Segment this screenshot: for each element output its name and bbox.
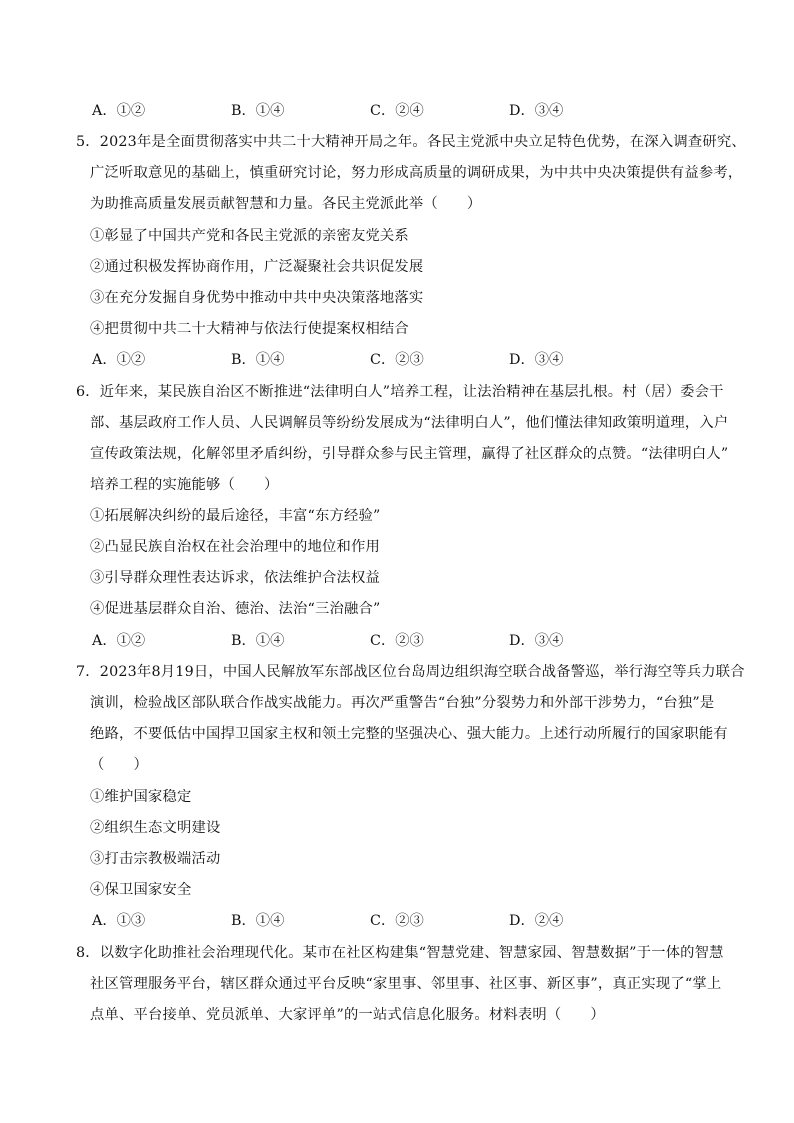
q5-option-c[interactable]: C．②③ [370,352,424,368]
q4-option-d[interactable]: D．③④ [509,103,564,119]
q4-option-b[interactable]: B．①④ [231,103,285,119]
q5-option-d[interactable]: D．③④ [509,352,564,368]
q7-options [92,911,712,931]
q7-option-d[interactable]: D．②④ [509,913,564,929]
q7-stem-line-1: 7．2023年8月19日，中国人民解放军东部战区位台岛周边组织海空联合战备警巡，举行海空等兵力联合 [76,664,745,680]
q7-stem-line-4: （ ） [90,757,148,773]
q8-stem-line-1: 8．以数字化助推社会治理现代化。某市在社区构建集“智慧党建、智慧家园、智慧数据”于一体的智慧 [76,945,724,961]
q4-option-a[interactable]: A．①② [92,103,146,119]
q5-option-b[interactable]: B．①④ [231,352,285,368]
q7-item-2: ②组织生态文明建设 [90,820,221,836]
q5-item-4: ④把贯彻中共二十大精神与依法行使提案权相结合 [90,321,409,337]
q7-option-a[interactable]: A．①③ [92,913,146,929]
q7-option-b[interactable]: B．①④ [231,913,285,929]
q6-stem-line-4: 培养工程的实施能够（ ） [90,477,279,493]
q5-stem-line-1: 5．2023年是全面贯彻落实中共二十大精神开局之年。各民主党派中央立足特色优势，在深入调查研究、 [76,134,746,150]
q7-item-4: ④保卫国家安全 [90,882,192,898]
q4-options [92,101,712,121]
q7-option-c[interactable]: C．②③ [370,913,424,929]
q7-stem-line-3: 绝路，不要低估中国捍卫国家主权和领土完整的坚强决心、强大能力。上述行动所履行的国家职能有 [90,726,728,742]
q7-item-3: ③打击宗教极端活动 [90,851,221,867]
q5-options [92,350,712,370]
q5-option-a[interactable]: A．①② [92,352,146,368]
q6-item-4: ④促进基层群众自治、德治、法治“三治融合” [90,601,381,617]
q5-item-1: ①彰显了中国共产党和各民主党派的亲密友党关系 [90,228,409,244]
q7-stem-line-2: 演训，检验战区部队联合作战实战能力。再次严重警告“台独”分裂势力和外部干涉势力，“台独”是 [90,695,715,711]
q6-stem-line-2: 部、基层政府工作人员、人民调解员等纷纷发展成为“法律明白人”，他们懂法律知政策明道理，入户 [90,415,729,431]
q8-stem-line-3: 点单、平台接单、党员派单、大家评单”的一站式信息化服务。材料表明（ ） [90,1007,605,1023]
q8-stem-line-2: 社区管理服务平台，辖区群众通过平台反映“家里事、邻里事、社区事、新区事”，真正实现了“掌上 [90,976,722,992]
q6-option-c[interactable]: C．②③ [370,633,424,649]
q5-item-2: ②通过积极发挥协商作用，广泛凝聚社会共识促发展 [90,259,424,275]
q4-option-c[interactable]: C．②④ [370,103,424,119]
q6-stem-line-1: 6．近年来，某民族自治区不断推进“法律明白人”培养工程，让法治精神在基层扎根。村（居）委会干 [76,384,724,400]
q6-stem-line-3: 宣传政策法规，化解邻里矛盾纠纷，引导群众参与民主管理，赢得了社区群众的点赞。“法律明白人” [90,446,729,462]
q6-item-3: ③引导群众理性表达诉求，依法维护合法权益 [90,570,380,586]
q7-item-1: ①维护国家稳定 [90,789,192,805]
q5-stem-line-3: 为助推高质量发展贡献智慧和力量。各民主党派此举（ ） [90,196,482,212]
q6-option-a[interactable]: A．①② [92,633,146,649]
q6-option-b[interactable]: B．①④ [231,633,285,649]
q6-options [92,631,712,651]
q6-option-d[interactable]: D．③④ [509,633,564,649]
q6-item-1: ①拓展解决纠纷的最后途径，丰富“东方经验” [90,508,381,524]
q5-item-3: ③在充分发掘自身优势中推动中共中央决策落地落实 [90,290,424,306]
q6-item-2: ②凸显民族自治权在社会治理中的地位和作用 [90,539,380,555]
q5-stem-line-2: 广泛听取意见的基础上，慎重研究讨论，努力形成高质量的调研成果，为中共中央决策提供有益参考， [90,165,743,181]
